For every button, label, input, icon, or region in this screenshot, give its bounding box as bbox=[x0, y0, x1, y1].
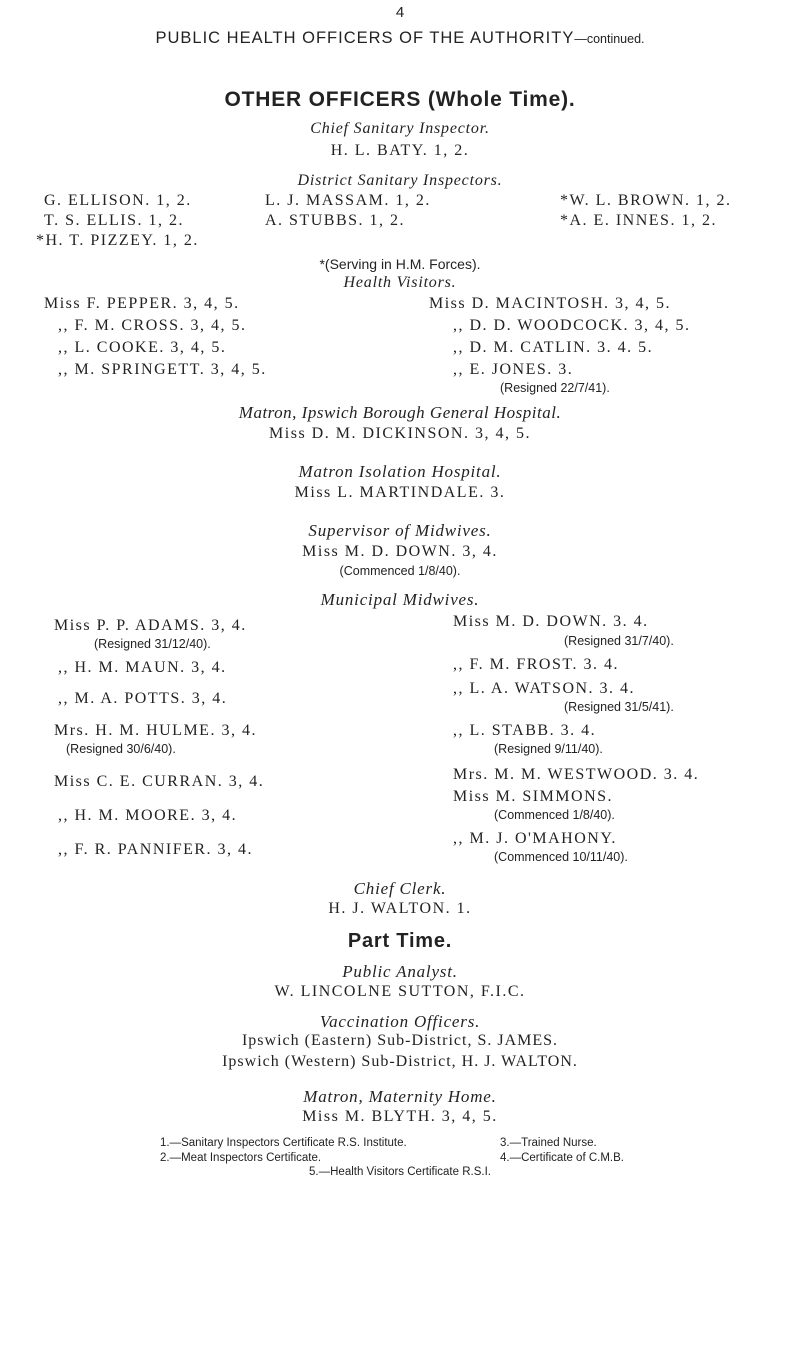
chief-clerk-name: H. J. WALTON. 1. bbox=[328, 900, 472, 917]
footnote: 1.—Sanitary Inspectors Certificate R.S. Institute. bbox=[160, 1137, 407, 1149]
footnote: 4.—Certificate of C.M.B. bbox=[500, 1152, 624, 1164]
matron-isolation-name: Miss L. MARTINDALE. 3. bbox=[294, 484, 506, 501]
district-inspector: L. J. MASSAM. 1, 2. bbox=[265, 192, 431, 209]
midwife: ,, M. J. O'MAHONY. bbox=[453, 830, 617, 847]
health-visitors-heading: Health Visitors. bbox=[343, 274, 457, 291]
supervisor-midwives-heading: Supervisor of Midwives. bbox=[308, 521, 492, 540]
health-visitor: Miss D. MACINTOSH. 3, 4, 5. bbox=[429, 295, 672, 312]
midwife-note: (Resigned 30/6/40). bbox=[66, 742, 176, 756]
supervisor-midwives-note: (Commenced 1/8/40). bbox=[339, 564, 461, 578]
midwife: Miss M. SIMMONS. bbox=[453, 788, 614, 805]
midwife: ,, F. R. PANNIFER. 3, 4. bbox=[58, 841, 254, 858]
chief-clerk-heading: Chief Clerk. bbox=[353, 879, 447, 898]
midwife: Miss M. D. DOWN. 3. 4. bbox=[453, 613, 649, 630]
midwife-note: (Commenced 10/11/40). bbox=[494, 850, 628, 864]
municipal-midwives-heading: Municipal Midwives. bbox=[320, 590, 480, 609]
matron-general-name: Miss D. M. DICKINSON. 3, 4, 5. bbox=[269, 425, 531, 442]
district-inspector: *A. E. INNES. 1, 2. bbox=[560, 212, 717, 229]
health-visitor: Miss F. PEPPER. 3, 4, 5. bbox=[44, 295, 240, 312]
midwife: Mrs. M. M. WESTWOOD. 3. 4. bbox=[453, 766, 700, 783]
public-analyst-heading: Public Analyst. bbox=[342, 962, 458, 981]
chief-sanitary-inspector-heading: Chief Sanitary Inspector. bbox=[310, 120, 490, 137]
district-inspector: G. ELLISON. 1, 2. bbox=[44, 192, 192, 209]
page-number: 4 bbox=[395, 4, 405, 21]
midwife: Mrs. H. M. HULME. 3, 4. bbox=[54, 722, 257, 739]
health-visitor: ,, L. COOKE. 3, 4, 5. bbox=[58, 339, 227, 356]
midwife: ,, L. STABB. 3. 4. bbox=[453, 722, 597, 739]
chief-sanitary-inspector-name: H. L. BATY. 1, 2. bbox=[330, 142, 470, 159]
midwife-note: (Resigned 31/5/41). bbox=[564, 700, 674, 714]
midwife-note: (Commenced 1/8/40). bbox=[494, 808, 615, 822]
district-inspector: T. S. ELLIS. 1, 2. bbox=[44, 212, 185, 229]
midwife-note: (Resigned 9/11/40). bbox=[494, 742, 603, 756]
resignation-note: (Resigned 22/7/41). bbox=[500, 381, 610, 395]
running-header-suffix: —continued. bbox=[574, 32, 645, 46]
matron-maternity-heading: Matron, Maternity Home. bbox=[303, 1087, 497, 1106]
midwife: ,, H. M. MAUN. 3, 4. bbox=[58, 659, 227, 676]
health-visitor: ,, D. M. CATLIN. 3. 4. 5. bbox=[453, 339, 654, 356]
midwife: ,, F. M. FROST. 3. 4. bbox=[453, 656, 619, 673]
vaccination-officer-line: Ipswich (Western) Sub-District, H. J. WALTON. bbox=[222, 1053, 578, 1070]
district-inspector: A. STUBBS. 1, 2. bbox=[265, 212, 406, 229]
health-visitor: ,, E. JONES. 3. bbox=[453, 361, 574, 378]
midwife-note: (Resigned 31/12/40). bbox=[94, 637, 211, 651]
part-time-title: Part Time. bbox=[347, 930, 453, 952]
footnote: 5.—Health Visitors Certificate R.S.I. bbox=[309, 1166, 491, 1178]
vaccination-officer-line: Ipswich (Eastern) Sub-District, S. JAMES. bbox=[241, 1032, 559, 1049]
district-inspector: *W. L. BROWN. 1, 2. bbox=[560, 192, 732, 209]
health-visitor: ,, D. D. WOODCOCK. 3, 4, 5. bbox=[453, 317, 691, 334]
matron-general-heading: Matron, Ipswich Borough General Hospital. bbox=[238, 403, 562, 422]
midwife: ,, H. M. MOORE. 3, 4. bbox=[58, 807, 238, 824]
running-header bbox=[0, 29, 800, 48]
section-title: OTHER OFFICERS (Whole Time). bbox=[224, 88, 576, 111]
matron-isolation-heading: Matron Isolation Hospital. bbox=[298, 462, 502, 481]
district-inspector: *H. T. PIZZEY. 1, 2. bbox=[36, 232, 199, 249]
district-inspectors-heading: District Sanitary Inspectors. bbox=[297, 172, 503, 189]
midwife: Miss P. P. ADAMS. 3, 4. bbox=[54, 617, 247, 634]
health-visitor: ,, M. SPRINGETT. 3, 4, 5. bbox=[58, 361, 267, 378]
midwife: ,, M. A. POTTS. 3, 4. bbox=[58, 690, 228, 707]
midwife: Miss C. E. CURRAN. 3, 4. bbox=[54, 773, 265, 790]
running-header-text: PUBLIC HEALTH OFFICERS OF THE AUTHORITY bbox=[155, 29, 575, 47]
matron-maternity-name: Miss M. BLYTH. 3, 4, 5. bbox=[302, 1108, 498, 1125]
health-visitor: ,, F. M. CROSS. 3, 4, 5. bbox=[58, 317, 247, 334]
vaccination-officers-heading: Vaccination Officers. bbox=[319, 1012, 481, 1031]
forces-note: *(Serving in H.M. Forces). bbox=[319, 256, 481, 272]
footnote: 2.—Meat Inspectors Certificate. bbox=[160, 1152, 322, 1164]
footnote: 3.—Trained Nurse. bbox=[500, 1137, 597, 1149]
midwife-note: (Resigned 31/7/40). bbox=[564, 634, 674, 648]
supervisor-midwives-name: Miss M. D. DOWN. 3, 4. bbox=[302, 543, 498, 560]
midwife: ,, L. A. WATSON. 3. 4. bbox=[453, 680, 636, 697]
public-analyst-name: W. LINCOLNE SUTTON, F.I.C. bbox=[274, 983, 526, 1000]
